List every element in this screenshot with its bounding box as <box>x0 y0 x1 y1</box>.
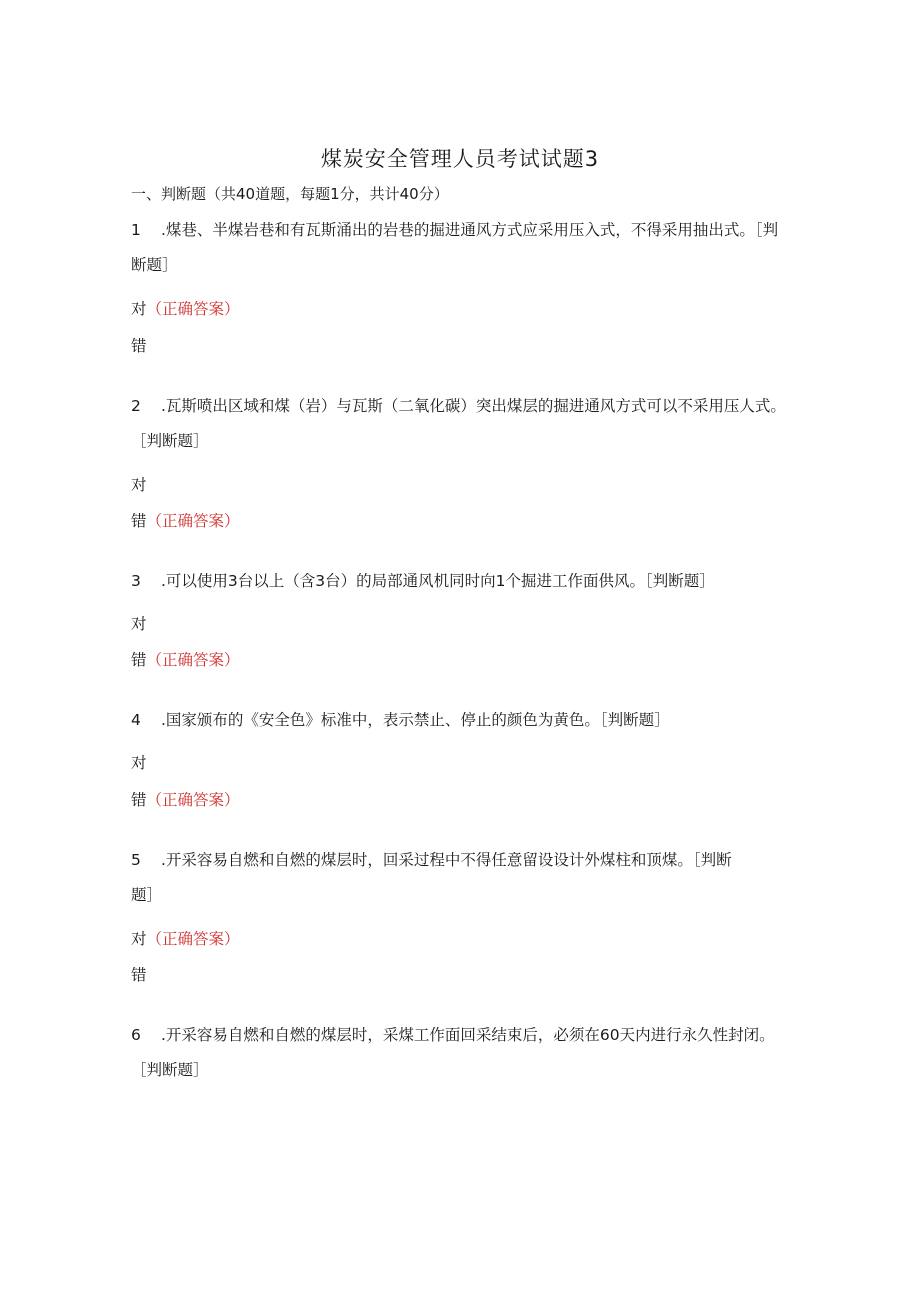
q3-option-false[interactable] <box>131 648 240 670</box>
question-number: 4 <box>131 711 141 729</box>
option-label: 对 <box>131 754 147 772</box>
option-label: 对 <box>131 476 147 494</box>
q2-option-false[interactable] <box>131 509 240 531</box>
question-3 <box>131 564 811 599</box>
question-4 <box>131 703 791 738</box>
q3-option-true[interactable] <box>131 612 147 634</box>
q1-option-true[interactable] <box>131 297 240 319</box>
correct-answer-tag: （正确答案） <box>146 651 240 669</box>
question-number: 6 <box>131 1026 141 1044</box>
q1-option-false[interactable] <box>131 334 147 356</box>
question-text: .可以使用3台以上（含3台）的局部通风机同时向1个掘进工作面供风。［判断题］ <box>161 572 715 590</box>
option-label: 对 <box>131 615 147 633</box>
correct-answer-tag: （正确答案） <box>146 930 240 948</box>
question-5 <box>131 843 751 913</box>
q5-option-false[interactable] <box>131 963 147 985</box>
question-number: 2 <box>131 397 141 415</box>
question-6 <box>131 1018 791 1088</box>
q5-option-true[interactable] <box>131 927 240 949</box>
question-1 <box>131 213 791 283</box>
option-label: 错 <box>131 966 147 984</box>
question-number: 5 <box>131 851 141 869</box>
question-text: .开采容易自燃和自燃的煤层时，采煤工作面回采结束后，必须在60天内进行永久性封闭。［判断题］ <box>131 1026 775 1079</box>
option-label: 错 <box>131 337 147 355</box>
question-text: .瓦斯喷出区域和煤（岩）与瓦斯（二氧化碳）突出煤层的掘进通风方式可以不采用压人式。［判断题］ <box>131 397 786 450</box>
section-heading: 一、判断题（共40道题，每题1分，共计40分） <box>131 185 449 203</box>
question-number: 1 <box>131 221 141 239</box>
option-label: 对 <box>131 300 147 318</box>
page-title: 煤炭安全管理人员考试试题3 <box>320 147 600 171</box>
q4-option-false[interactable] <box>131 788 240 810</box>
option-label: 错 <box>131 512 147 530</box>
option-label: 错 <box>131 651 147 669</box>
question-number: 3 <box>131 572 141 590</box>
option-label: 错 <box>131 791 147 809</box>
question-text: .煤巷、半煤岩巷和有瓦斯涌出的岩巷的掘进通风方式应采用压入式，不得采用抽出式。［判断题］ <box>131 221 779 274</box>
question-2 <box>131 389 791 459</box>
option-label: 对 <box>131 930 147 948</box>
q4-option-true[interactable] <box>131 751 147 773</box>
question-text: .开采容易自燃和自燃的煤层时，回采过程中不得任意留设设计外煤柱和顶煤。［判断题］ <box>131 851 732 904</box>
question-text: .国家颁布的《安全色》标准中，表示禁止、停止的颜色为黄色。［判断题］ <box>161 711 670 729</box>
correct-answer-tag: （正确答案） <box>146 791 240 809</box>
correct-answer-tag: （正确答案） <box>146 512 240 530</box>
q2-option-true[interactable] <box>131 473 147 495</box>
correct-answer-tag: （正确答案） <box>146 300 240 318</box>
